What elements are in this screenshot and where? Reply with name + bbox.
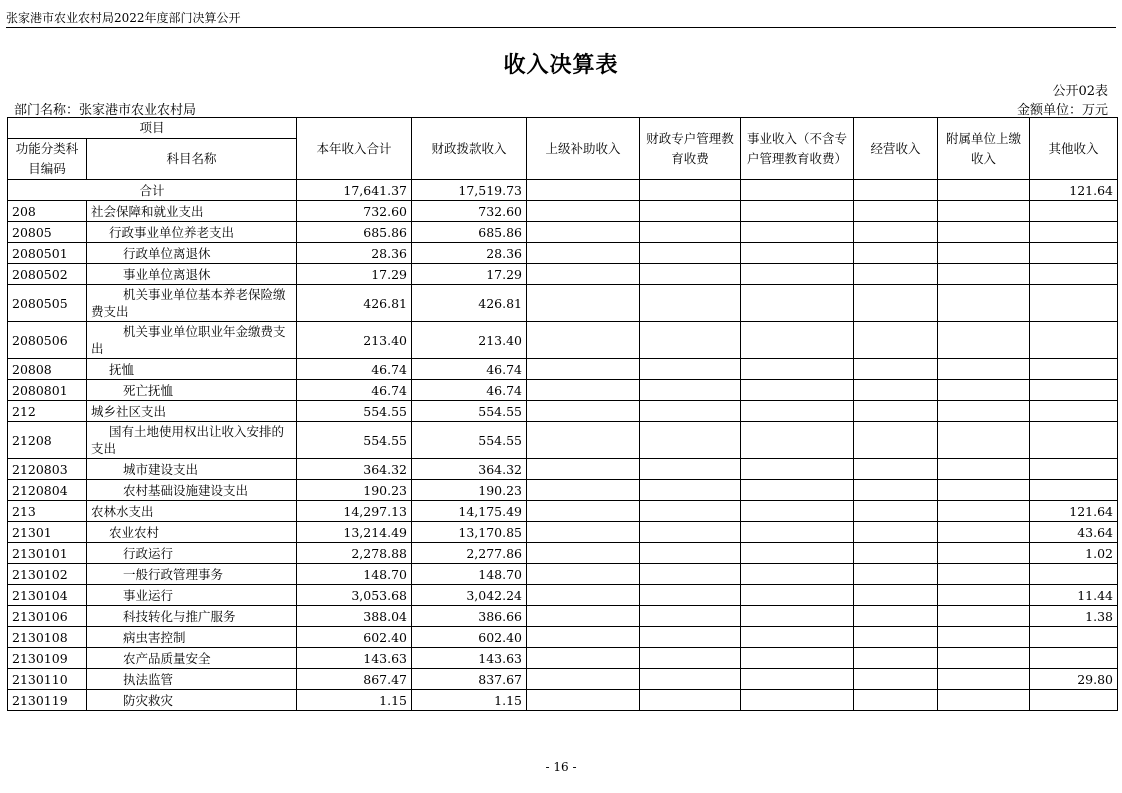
group-header: 项目 bbox=[8, 118, 297, 139]
row-edu bbox=[640, 606, 741, 627]
row-code: 212 bbox=[8, 401, 87, 422]
row-total: 46.74 bbox=[297, 380, 412, 401]
row-code: 2130108 bbox=[8, 627, 87, 648]
row-affiliate bbox=[938, 543, 1030, 564]
table-row bbox=[8, 222, 1118, 243]
row-name: 事业运行 bbox=[87, 585, 297, 606]
row-affiliate bbox=[938, 585, 1030, 606]
row-total: 1.15 bbox=[297, 690, 412, 711]
row-affiliate bbox=[938, 459, 1030, 480]
row-code: 21208 bbox=[8, 422, 87, 459]
table-row bbox=[8, 422, 1118, 459]
row-affiliate bbox=[938, 243, 1030, 264]
row-business bbox=[741, 690, 854, 711]
row-operating bbox=[854, 585, 938, 606]
row-name: 社会保障和就业支出 bbox=[87, 201, 297, 222]
row-fiscal: 14,175.49 bbox=[412, 501, 527, 522]
row-code: 2080501 bbox=[8, 243, 87, 264]
row-edu bbox=[640, 690, 741, 711]
row-edu bbox=[640, 480, 741, 501]
row-operating bbox=[854, 422, 938, 459]
row-operating bbox=[854, 359, 938, 380]
row-affiliate bbox=[938, 422, 1030, 459]
row-other bbox=[1030, 201, 1118, 222]
row-operating bbox=[854, 543, 938, 564]
row-name: 一般行政管理事务 bbox=[87, 564, 297, 585]
row-edu bbox=[640, 522, 741, 543]
row-affiliate bbox=[938, 669, 1030, 690]
row-superior bbox=[527, 585, 640, 606]
row-total: 554.55 bbox=[297, 401, 412, 422]
row-code: 2080505 bbox=[8, 285, 87, 322]
col-other-header: 其他收入 bbox=[1030, 118, 1118, 180]
table-row bbox=[8, 501, 1118, 522]
row-fiscal: 28.36 bbox=[412, 243, 527, 264]
row-edu bbox=[640, 422, 741, 459]
row-total: 46.74 bbox=[297, 359, 412, 380]
row-operating bbox=[854, 480, 938, 501]
row-fiscal: 554.55 bbox=[412, 422, 527, 459]
row-other bbox=[1030, 380, 1118, 401]
row-superior bbox=[527, 359, 640, 380]
row-other bbox=[1030, 459, 1118, 480]
row-edu bbox=[640, 459, 741, 480]
row-edu bbox=[640, 648, 741, 669]
row-fiscal: 602.40 bbox=[412, 627, 527, 648]
col-business-header: 事业收入（不含专户管理教育收费） bbox=[741, 118, 854, 180]
row-business bbox=[741, 401, 854, 422]
row-total: 14,297.13 bbox=[297, 501, 412, 522]
col-total-header: 本年收入合计 bbox=[297, 118, 412, 180]
row-superior bbox=[527, 243, 640, 264]
col-fiscal-header: 财政拨款收入 bbox=[412, 118, 527, 180]
row-affiliate bbox=[938, 690, 1030, 711]
row-superior bbox=[527, 564, 640, 585]
row-name: 国有土地使用权出让收入安排的支出 bbox=[87, 422, 297, 459]
row-name: 事业单位离退休 bbox=[87, 264, 297, 285]
row-code: 2080506 bbox=[8, 322, 87, 359]
row-superior bbox=[527, 606, 640, 627]
row-other: 1.38 bbox=[1030, 606, 1118, 627]
row-edu bbox=[640, 669, 741, 690]
row-total: 148.70 bbox=[297, 564, 412, 585]
row-edu bbox=[640, 222, 741, 243]
row-fiscal: 386.66 bbox=[412, 606, 527, 627]
table-row bbox=[8, 585, 1118, 606]
row-edu bbox=[640, 401, 741, 422]
row-affiliate bbox=[938, 627, 1030, 648]
col-operating-header: 经营收入 bbox=[854, 118, 938, 180]
amount-unit: 金额单位：万元 bbox=[1016, 103, 1108, 118]
row-total: 2,278.88 bbox=[297, 543, 412, 564]
row-fiscal: 554.55 bbox=[412, 401, 527, 422]
row-edu bbox=[640, 285, 741, 322]
row-fiscal: 1.15 bbox=[412, 690, 527, 711]
table-row bbox=[8, 380, 1118, 401]
row-operating bbox=[854, 627, 938, 648]
row-operating bbox=[854, 243, 938, 264]
row-other bbox=[1030, 627, 1118, 648]
row-name: 防灾救灾 bbox=[87, 690, 297, 711]
col-name-header: 科目名称 bbox=[87, 139, 297, 180]
row-operating bbox=[854, 459, 938, 480]
table-row bbox=[8, 459, 1118, 480]
row-business bbox=[741, 422, 854, 459]
row-affiliate bbox=[938, 201, 1030, 222]
row-total: 554.55 bbox=[297, 422, 412, 459]
row-affiliate bbox=[938, 522, 1030, 543]
row-superior bbox=[527, 627, 640, 648]
table-row bbox=[8, 480, 1118, 501]
row-business bbox=[741, 564, 854, 585]
row-affiliate bbox=[938, 285, 1030, 322]
row-business bbox=[741, 669, 854, 690]
row-business bbox=[741, 459, 854, 480]
row-operating bbox=[854, 380, 938, 401]
row-operating bbox=[854, 669, 938, 690]
row-total: 364.32 bbox=[297, 459, 412, 480]
table-row bbox=[8, 285, 1118, 322]
row-other bbox=[1030, 222, 1118, 243]
col-affiliate-header: 附属单位上缴收入 bbox=[938, 118, 1030, 180]
total-label: 合计 bbox=[8, 180, 297, 201]
row-business bbox=[741, 606, 854, 627]
row-affiliate bbox=[938, 401, 1030, 422]
row-edu bbox=[640, 243, 741, 264]
row-code: 2130109 bbox=[8, 648, 87, 669]
row-superior bbox=[527, 380, 640, 401]
row-superior bbox=[527, 648, 640, 669]
total-row bbox=[8, 180, 1118, 201]
row-total: 143.63 bbox=[297, 648, 412, 669]
row-code: 2120804 bbox=[8, 480, 87, 501]
row-name: 病虫害控制 bbox=[87, 627, 297, 648]
row-fiscal: 46.74 bbox=[412, 380, 527, 401]
row-edu bbox=[640, 322, 741, 359]
row-affiliate bbox=[938, 222, 1030, 243]
row-other bbox=[1030, 480, 1118, 501]
row-edu bbox=[640, 359, 741, 380]
row-total: 3,053.68 bbox=[297, 585, 412, 606]
total-superior bbox=[527, 180, 640, 201]
document-header: 张家港市农业农村局2022年度部门决算公开 bbox=[6, 11, 241, 25]
row-code: 2130104 bbox=[8, 585, 87, 606]
row-affiliate bbox=[938, 359, 1030, 380]
row-name: 农业农村 bbox=[87, 522, 297, 543]
row-business bbox=[741, 585, 854, 606]
row-affiliate bbox=[938, 501, 1030, 522]
row-operating bbox=[854, 564, 938, 585]
col-superior-header: 上级补助收入 bbox=[527, 118, 640, 180]
row-affiliate bbox=[938, 480, 1030, 501]
row-code: 20805 bbox=[8, 222, 87, 243]
row-edu bbox=[640, 543, 741, 564]
row-edu bbox=[640, 585, 741, 606]
row-fiscal: 13,170.85 bbox=[412, 522, 527, 543]
row-other bbox=[1030, 401, 1118, 422]
row-affiliate bbox=[938, 606, 1030, 627]
row-name: 机关事业单位基本养老保险缴费支出 bbox=[87, 285, 297, 322]
table-row bbox=[8, 564, 1118, 585]
row-fiscal: 46.74 bbox=[412, 359, 527, 380]
table-row bbox=[8, 606, 1118, 627]
row-fiscal: 685.86 bbox=[412, 222, 527, 243]
row-other bbox=[1030, 359, 1118, 380]
row-fiscal: 837.67 bbox=[412, 669, 527, 690]
row-code: 2080801 bbox=[8, 380, 87, 401]
row-business bbox=[741, 480, 854, 501]
row-other: 43.64 bbox=[1030, 522, 1118, 543]
total-sum: 17,641.37 bbox=[297, 180, 412, 201]
row-fiscal: 732.60 bbox=[412, 201, 527, 222]
row-code: 2080502 bbox=[8, 264, 87, 285]
row-code: 2130101 bbox=[8, 543, 87, 564]
table-row bbox=[8, 401, 1118, 422]
row-affiliate bbox=[938, 648, 1030, 669]
row-edu bbox=[640, 627, 741, 648]
total-edu bbox=[640, 180, 741, 201]
row-superior bbox=[527, 690, 640, 711]
row-fiscal: 17.29 bbox=[412, 264, 527, 285]
row-business bbox=[741, 322, 854, 359]
row-superior bbox=[527, 501, 640, 522]
total-other: 121.64 bbox=[1030, 180, 1118, 201]
total-affiliate bbox=[938, 180, 1030, 201]
row-operating bbox=[854, 264, 938, 285]
row-total: 602.40 bbox=[297, 627, 412, 648]
row-fiscal: 3,042.24 bbox=[412, 585, 527, 606]
row-name: 农产品质量安全 bbox=[87, 648, 297, 669]
table-row bbox=[8, 264, 1118, 285]
row-total: 190.23 bbox=[297, 480, 412, 501]
row-edu bbox=[640, 564, 741, 585]
header-rule bbox=[6, 27, 1116, 28]
row-superior bbox=[527, 422, 640, 459]
row-name: 科技转化与推广服务 bbox=[87, 606, 297, 627]
row-code: 2130106 bbox=[8, 606, 87, 627]
row-other bbox=[1030, 564, 1118, 585]
row-other bbox=[1030, 264, 1118, 285]
row-total: 13,214.49 bbox=[297, 522, 412, 543]
row-other bbox=[1030, 243, 1118, 264]
row-superior bbox=[527, 522, 640, 543]
row-code: 208 bbox=[8, 201, 87, 222]
row-fiscal: 190.23 bbox=[412, 480, 527, 501]
row-edu bbox=[640, 264, 741, 285]
row-business bbox=[741, 543, 854, 564]
row-business bbox=[741, 627, 854, 648]
row-operating bbox=[854, 201, 938, 222]
total-fiscal: 17,519.73 bbox=[412, 180, 527, 201]
row-edu bbox=[640, 380, 741, 401]
table-row bbox=[8, 201, 1118, 222]
row-code: 2120803 bbox=[8, 459, 87, 480]
table-row bbox=[8, 359, 1118, 380]
table-row bbox=[8, 543, 1118, 564]
row-total: 17.29 bbox=[297, 264, 412, 285]
row-code: 2130110 bbox=[8, 669, 87, 690]
row-name: 城市建设支出 bbox=[87, 459, 297, 480]
table-row bbox=[8, 648, 1118, 669]
page-number: - 16 - bbox=[545, 760, 577, 774]
row-operating bbox=[854, 501, 938, 522]
row-superior bbox=[527, 222, 640, 243]
row-name: 行政事业单位养老支出 bbox=[87, 222, 297, 243]
row-total: 388.04 bbox=[297, 606, 412, 627]
row-affiliate bbox=[938, 564, 1030, 585]
row-other bbox=[1030, 690, 1118, 711]
row-fiscal: 143.63 bbox=[412, 648, 527, 669]
row-name: 行政单位离退休 bbox=[87, 243, 297, 264]
row-business bbox=[741, 522, 854, 543]
row-operating bbox=[854, 401, 938, 422]
row-code: 213 bbox=[8, 501, 87, 522]
page-title: 收入决算表 bbox=[503, 53, 619, 78]
row-operating bbox=[854, 285, 938, 322]
row-other: 121.64 bbox=[1030, 501, 1118, 522]
row-other: 11.44 bbox=[1030, 585, 1118, 606]
row-name: 执法监管 bbox=[87, 669, 297, 690]
row-business bbox=[741, 264, 854, 285]
row-edu bbox=[640, 201, 741, 222]
table-row bbox=[8, 627, 1118, 648]
row-name: 农村基础设施建设支出 bbox=[87, 480, 297, 501]
table-row bbox=[8, 690, 1118, 711]
row-business bbox=[741, 359, 854, 380]
row-total: 213.40 bbox=[297, 322, 412, 359]
row-code: 20808 bbox=[8, 359, 87, 380]
row-superior bbox=[527, 264, 640, 285]
row-other bbox=[1030, 322, 1118, 359]
row-other bbox=[1030, 648, 1118, 669]
row-business bbox=[741, 222, 854, 243]
row-operating bbox=[854, 522, 938, 543]
row-operating bbox=[854, 222, 938, 243]
row-other: 1.02 bbox=[1030, 543, 1118, 564]
row-total: 732.60 bbox=[297, 201, 412, 222]
row-name: 抚恤 bbox=[87, 359, 297, 380]
row-code: 21301 bbox=[8, 522, 87, 543]
row-superior bbox=[527, 480, 640, 501]
row-code: 2130102 bbox=[8, 564, 87, 585]
row-name: 农林水支出 bbox=[87, 501, 297, 522]
row-name: 城乡社区支出 bbox=[87, 401, 297, 422]
row-other bbox=[1030, 285, 1118, 322]
row-superior bbox=[527, 401, 640, 422]
row-operating bbox=[854, 606, 938, 627]
row-operating bbox=[854, 690, 938, 711]
department-name: 部门名称：张家港市农业农村局 bbox=[14, 103, 197, 118]
row-affiliate bbox=[938, 264, 1030, 285]
income-table bbox=[7, 117, 1118, 711]
row-edu bbox=[640, 501, 741, 522]
row-name: 死亡抚恤 bbox=[87, 380, 297, 401]
row-business bbox=[741, 380, 854, 401]
row-operating bbox=[854, 322, 938, 359]
row-total: 28.36 bbox=[297, 243, 412, 264]
row-superior bbox=[527, 669, 640, 690]
row-total: 426.81 bbox=[297, 285, 412, 322]
row-operating bbox=[854, 648, 938, 669]
col-edu-header: 财政专户管理教育收费 bbox=[640, 118, 741, 180]
row-fiscal: 148.70 bbox=[412, 564, 527, 585]
row-fiscal: 426.81 bbox=[412, 285, 527, 322]
total-business bbox=[741, 180, 854, 201]
table-row bbox=[8, 669, 1118, 690]
row-name: 行政运行 bbox=[87, 543, 297, 564]
row-affiliate bbox=[938, 322, 1030, 359]
row-superior bbox=[527, 459, 640, 480]
row-superior bbox=[527, 543, 640, 564]
row-business bbox=[741, 243, 854, 264]
row-code: 2130119 bbox=[8, 690, 87, 711]
row-fiscal: 213.40 bbox=[412, 322, 527, 359]
col-code-header: 功能分类科目编码 bbox=[8, 139, 87, 180]
row-name: 机关事业单位职业年金缴费支出 bbox=[87, 322, 297, 359]
row-fiscal: 2,277.86 bbox=[412, 543, 527, 564]
row-superior bbox=[527, 201, 640, 222]
table-row bbox=[8, 243, 1118, 264]
row-business bbox=[741, 501, 854, 522]
table-row bbox=[8, 522, 1118, 543]
row-fiscal: 364.32 bbox=[412, 459, 527, 480]
form-number: 公开02表 bbox=[1052, 84, 1108, 99]
row-affiliate bbox=[938, 380, 1030, 401]
row-superior bbox=[527, 322, 640, 359]
total-operating bbox=[854, 180, 938, 201]
row-total: 867.47 bbox=[297, 669, 412, 690]
row-business bbox=[741, 648, 854, 669]
row-other bbox=[1030, 422, 1118, 459]
table-row bbox=[8, 322, 1118, 359]
row-business bbox=[741, 201, 854, 222]
row-superior bbox=[527, 285, 640, 322]
row-other: 29.80 bbox=[1030, 669, 1118, 690]
row-total: 685.86 bbox=[297, 222, 412, 243]
row-business bbox=[741, 285, 854, 322]
